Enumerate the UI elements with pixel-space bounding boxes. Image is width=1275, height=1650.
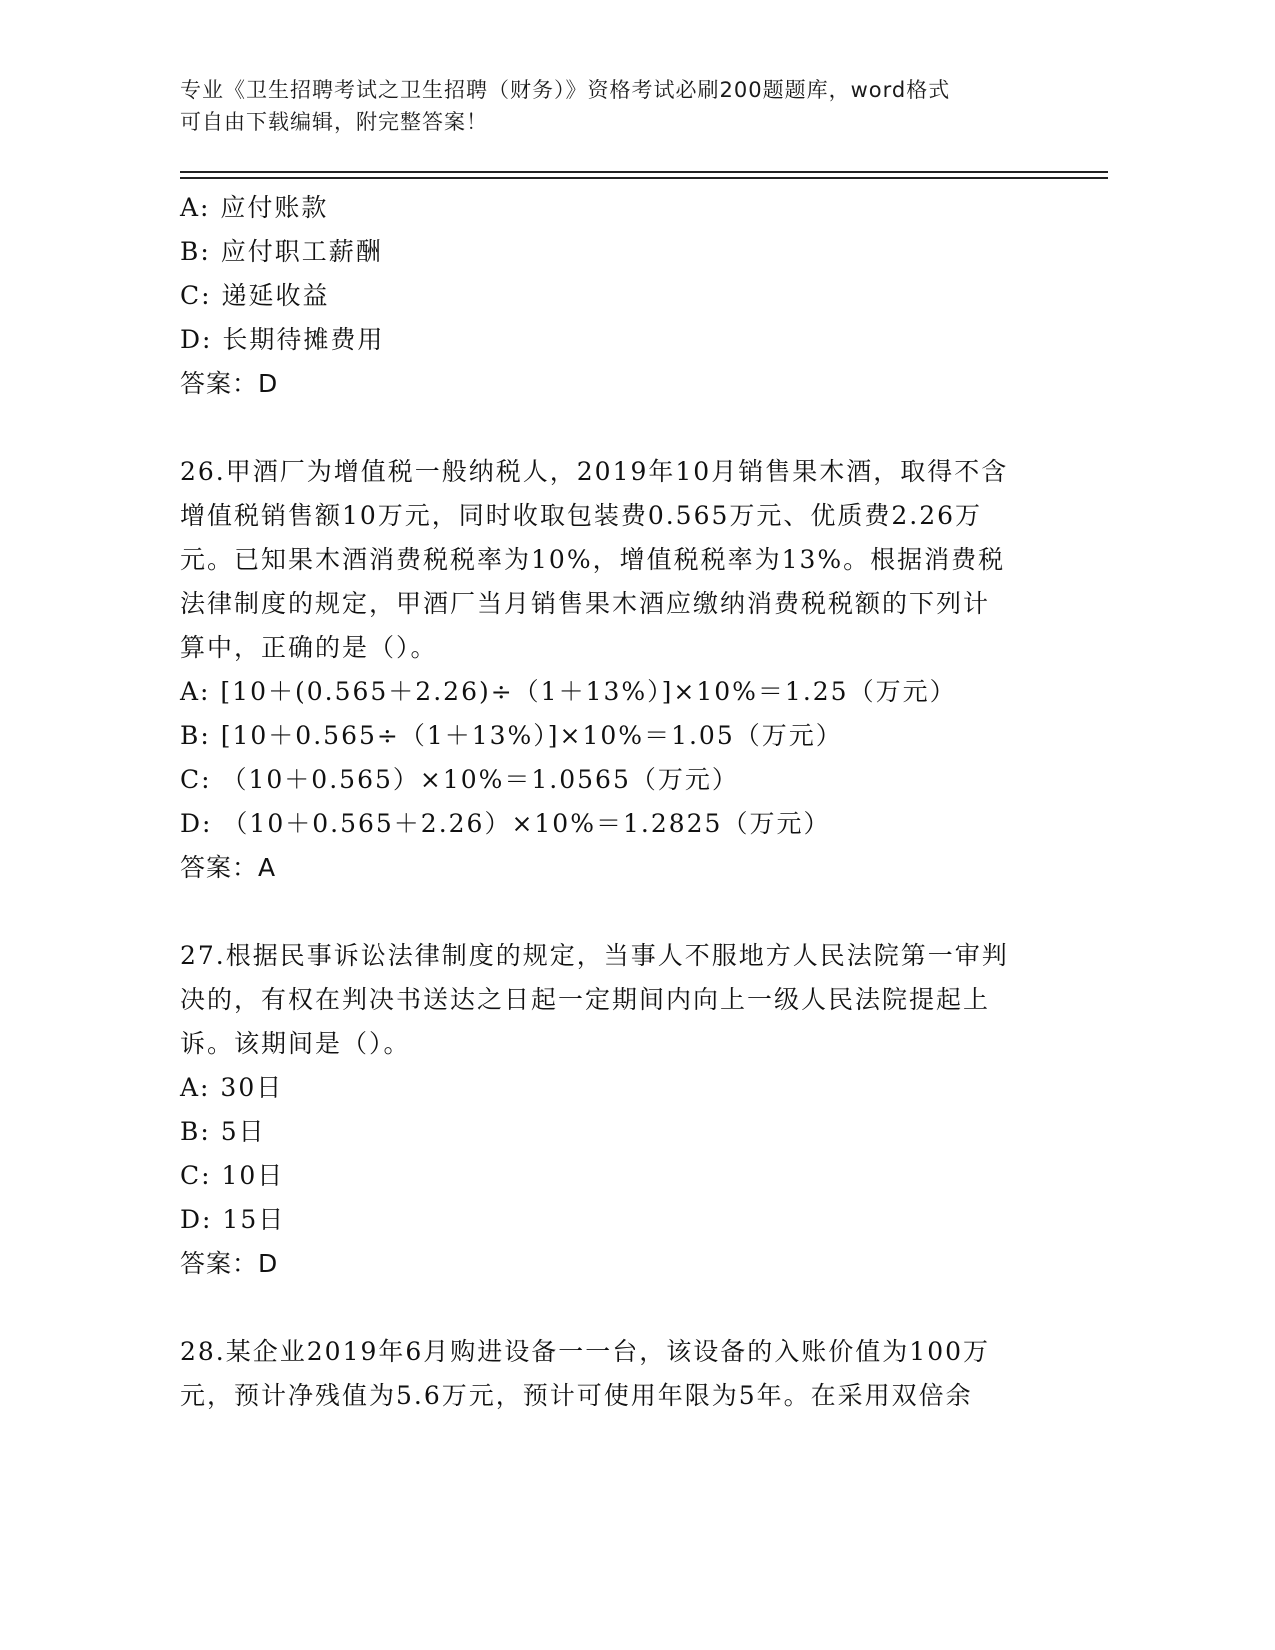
- question-spacer: [180, 406, 1040, 450]
- question-text-line: 元，预计净残值为5.6万元，预计可使用年限为5年。在采用双倍余: [180, 1381, 973, 1410]
- answer-line: 答案：A: [180, 853, 277, 882]
- option-a: A: 30日: [180, 1073, 284, 1102]
- question-text-line: 决的，有权在判决书送达之日起一定期间内向上一级人民法院提起上: [180, 985, 991, 1014]
- header-line-1: 专业《卫生招聘考试之卫生招聘（财务）》资格考试必刷200题题库，word格式: [180, 78, 951, 102]
- option-d: D: 15日: [180, 1205, 286, 1234]
- document-header: [180, 74, 1080, 138]
- question-text-line: 26.甲酒厂为增值税一般纳税人，2019年10月销售果木酒，取得不含: [180, 457, 1009, 486]
- answer-line: 答案：D: [180, 369, 279, 398]
- question-27: [180, 934, 1040, 1286]
- question-text-line: 28.某企业2019年6月购进设备一一台，该设备的入账价值为100万: [180, 1337, 991, 1366]
- question-text-line: 增值税销售额10万元，同时收取包装费0.565万元、优质费2.26万: [180, 501, 983, 530]
- question-25-options: [180, 186, 1040, 406]
- question-text-line: 元。已知果木酒消费税税率为10%，增值税税率为13%。根据消费税: [180, 545, 1006, 574]
- header-divider-top: [180, 171, 1108, 173]
- question-text-line: 27.根据民事诉讼法律制度的规定，当事人不服地方人民法院第一审判: [180, 941, 1009, 970]
- answer-line: 答案：D: [180, 1249, 279, 1278]
- question-spacer: [180, 1286, 1040, 1330]
- option-b: B: 5日: [180, 1117, 266, 1146]
- header-divider-bottom: [180, 177, 1108, 179]
- question-spacer: [180, 890, 1040, 934]
- question-28: [180, 1330, 1040, 1418]
- option-b: B: [10＋0.565÷（1＋13%）]×10%＝1.05（万元）: [180, 721, 843, 750]
- option-c: C: 递延收益: [180, 281, 330, 310]
- question-content: [180, 186, 1040, 1418]
- option-d: D: （10＋0.565＋2.26）×10%＝1.2825（万元）: [180, 809, 831, 838]
- option-d: D: 长期待摊费用: [180, 325, 385, 354]
- question-text-line: 法律制度的规定，甲酒厂当月销售果木酒应缴纳消费税税额的下列计: [180, 589, 991, 618]
- question-text-line: 诉。该期间是（）。: [180, 1029, 411, 1058]
- option-c: C: （10＋0.565）×10%＝1.0565（万元）: [180, 765, 739, 794]
- question-text-line: 算中，正确的是（）。: [180, 633, 438, 662]
- question-26: [180, 450, 1040, 890]
- header-line-2: 可自由下载编辑，附完整答案！: [180, 110, 488, 134]
- option-a: A: [10＋(0.565＋2.26)÷（1＋13%）]×10%＝1.25（万元）: [180, 677, 957, 706]
- option-b: B: 应付职工薪酬: [180, 237, 383, 266]
- option-a: A: 应付账款: [180, 193, 329, 222]
- option-c: C: 10日: [180, 1161, 285, 1190]
